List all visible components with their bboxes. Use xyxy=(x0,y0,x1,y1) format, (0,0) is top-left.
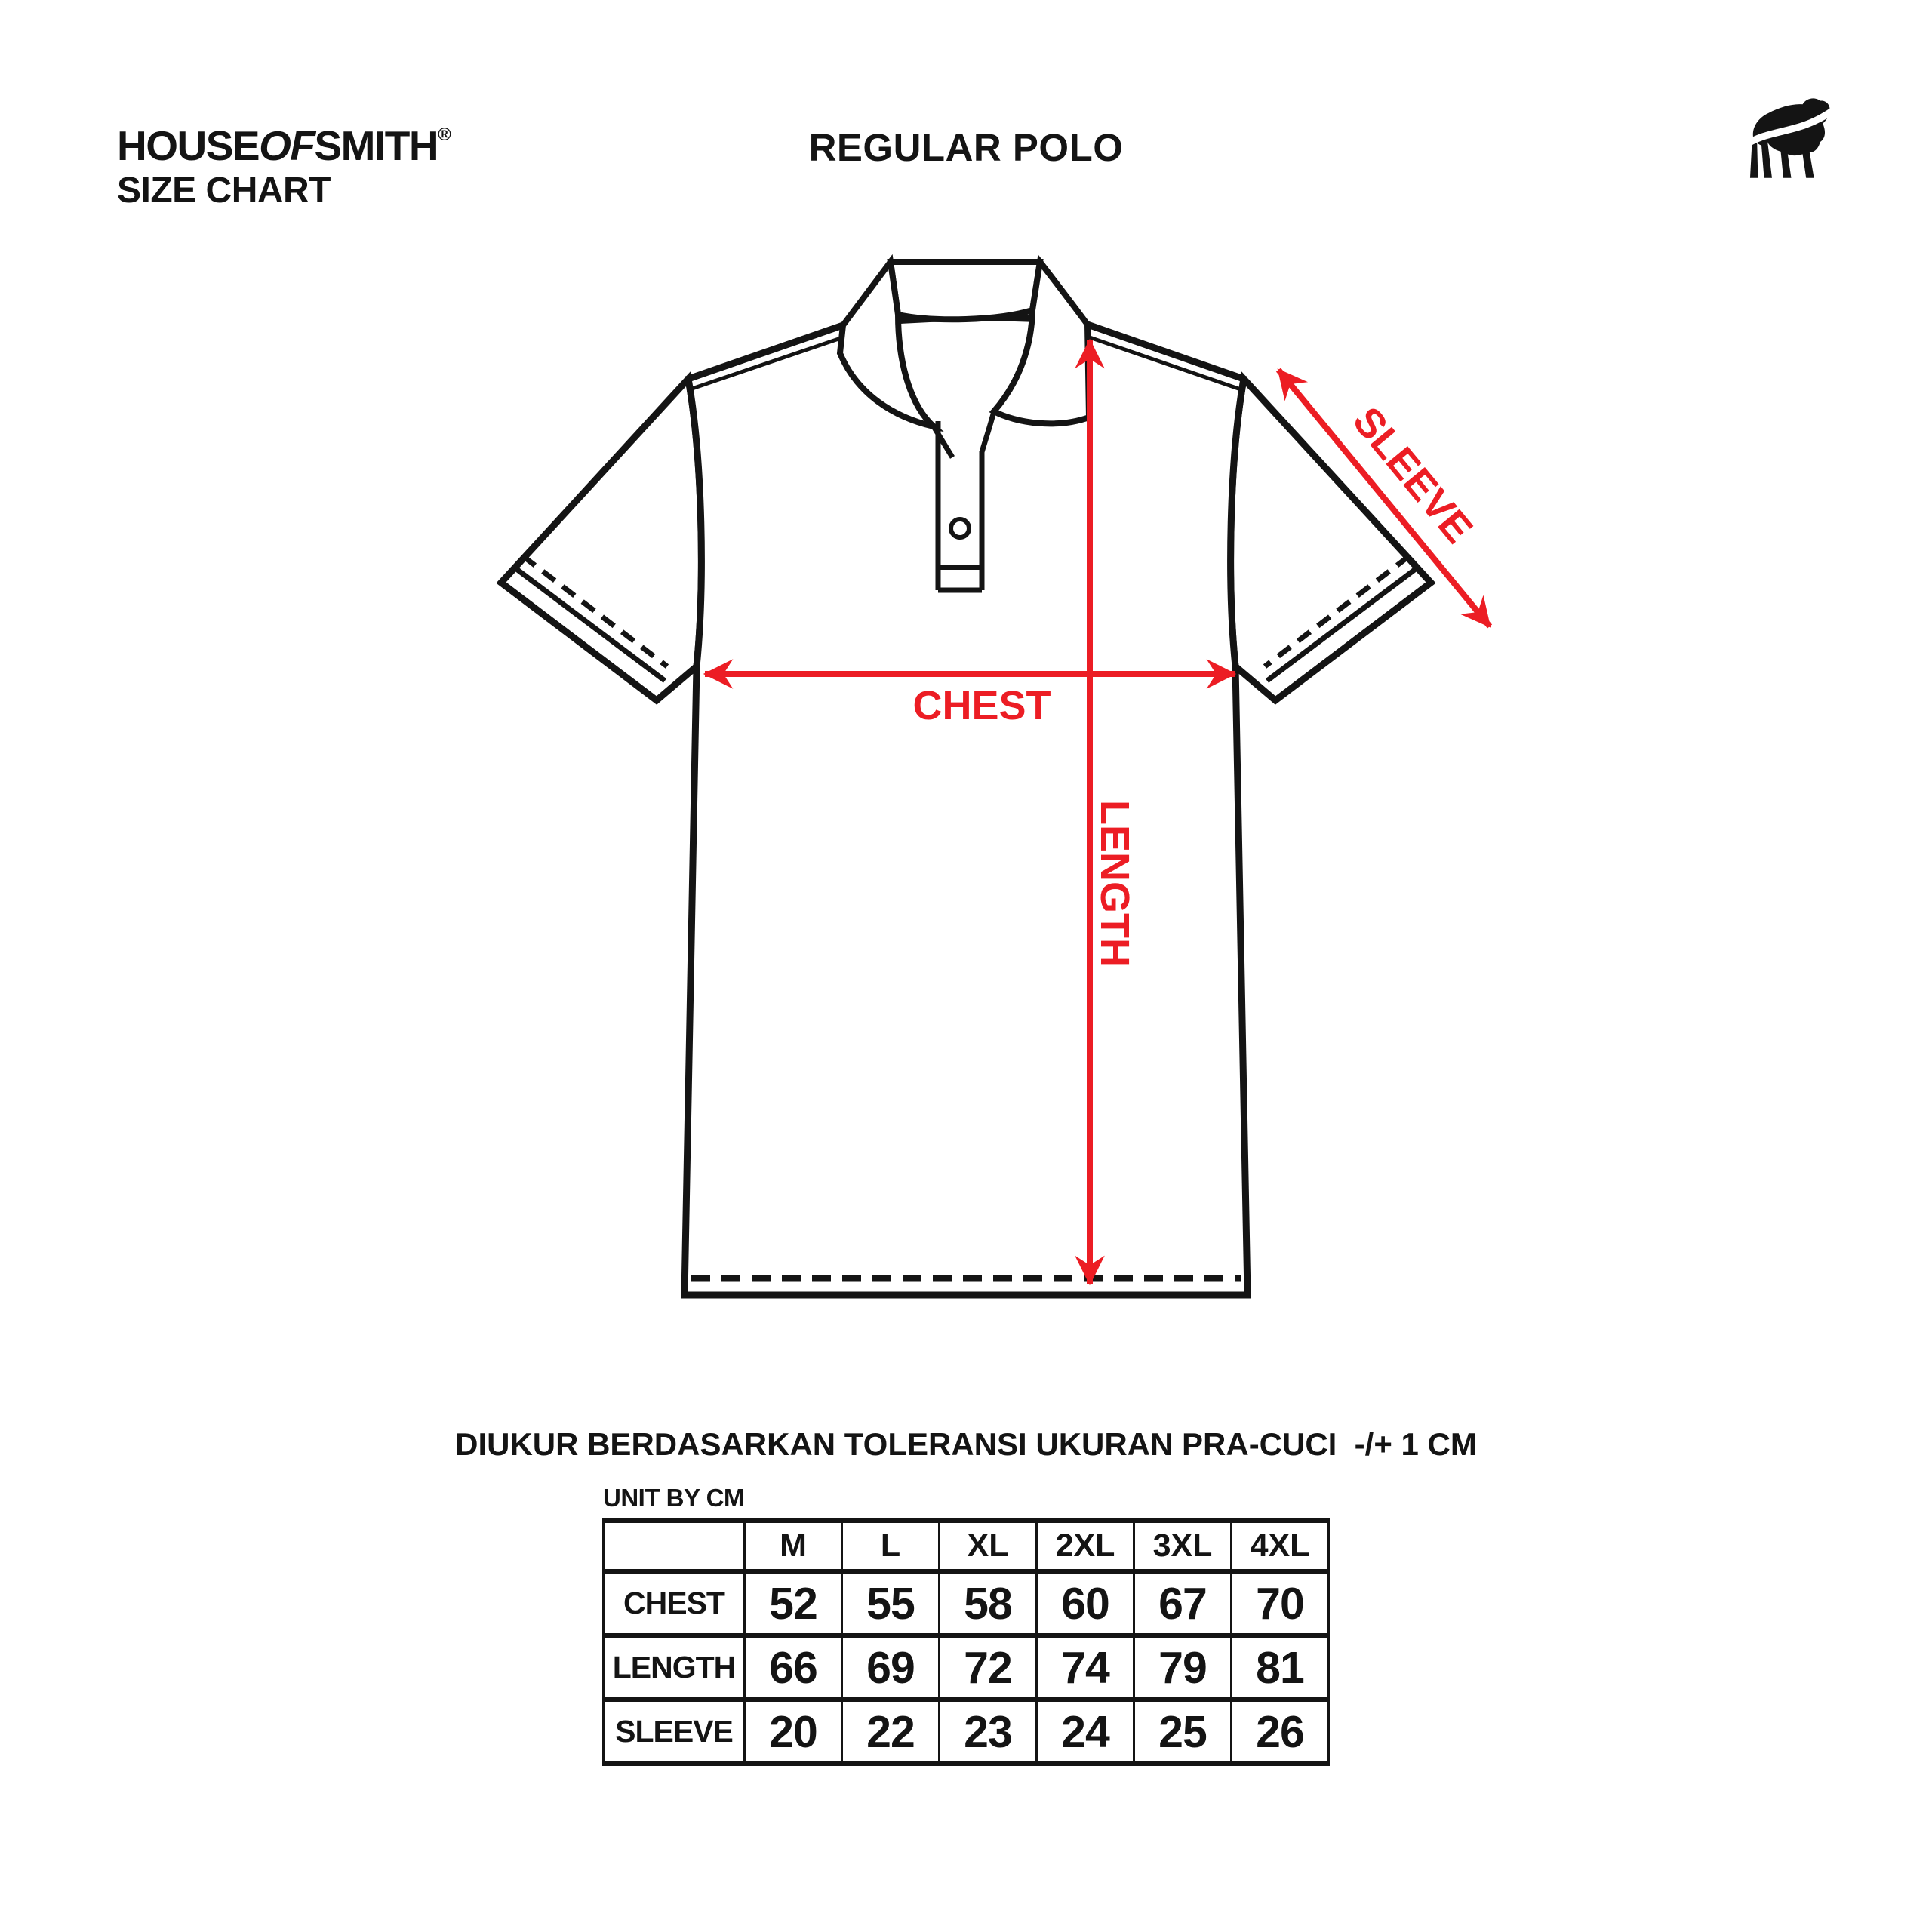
size-value-cell: 23 xyxy=(940,1700,1037,1764)
brand-part-smith: SMITH xyxy=(314,122,438,169)
size-table-header-row xyxy=(604,1521,1329,1571)
size-value-cell: 67 xyxy=(1134,1571,1232,1635)
unit-label: UNIT BY CM xyxy=(603,1484,744,1512)
size-row-label: LENGTH xyxy=(604,1635,745,1700)
chest-label: CHEST xyxy=(912,683,1051,728)
size-column-header: 4XL xyxy=(1232,1521,1329,1571)
size-value-cell: 74 xyxy=(1037,1635,1134,1700)
size-table xyxy=(602,1518,1330,1766)
size-value-cell: 60 xyxy=(1037,1571,1134,1635)
brand-part-of: OF xyxy=(259,122,315,169)
size-column-header: 3XL xyxy=(1134,1521,1232,1571)
registered-mark: ® xyxy=(438,125,451,145)
placket-button xyxy=(951,519,969,537)
size-value-cell: 52 xyxy=(745,1571,842,1635)
size-value-cell: 24 xyxy=(1037,1700,1134,1764)
left-sleeve xyxy=(501,379,701,700)
size-value-cell: 66 xyxy=(745,1635,842,1700)
size-value-cell: 81 xyxy=(1232,1635,1329,1700)
size-value-cell: 55 xyxy=(842,1571,940,1635)
size-row-label: CHEST xyxy=(604,1571,745,1635)
size-value-cell: 69 xyxy=(842,1635,940,1700)
size-column-header: L xyxy=(842,1521,940,1571)
size-table-row-length xyxy=(604,1635,1329,1700)
size-table-row-chest xyxy=(604,1571,1329,1635)
size-column-header: M xyxy=(745,1521,842,1571)
size-value-cell: 70 xyxy=(1232,1571,1329,1635)
size-value-cell: 26 xyxy=(1232,1700,1329,1764)
sleeve-label: SLEEVE xyxy=(1343,398,1481,552)
size-row-label: SLEEVE xyxy=(604,1700,745,1764)
collar-band xyxy=(891,262,1040,319)
length-label: LENGTH xyxy=(1092,800,1137,968)
size-value-cell: 58 xyxy=(940,1571,1037,1635)
size-column-header: XL xyxy=(940,1521,1037,1571)
size-table-row-sleeve xyxy=(604,1700,1329,1764)
size-table-corner-cell xyxy=(604,1521,745,1571)
size-value-cell: 20 xyxy=(745,1700,842,1764)
brand-part-house: HOUSE xyxy=(117,122,260,169)
size-value-cell: 72 xyxy=(940,1635,1037,1700)
size-value-cell: 25 xyxy=(1134,1700,1232,1764)
size-value-cell: 79 xyxy=(1134,1635,1232,1700)
size-value-cell: 22 xyxy=(842,1700,940,1764)
brand-subtitle: SIZE CHART xyxy=(117,171,331,211)
size-column-header: 2XL xyxy=(1037,1521,1134,1571)
tolerance-note: DIUKUR BERDASARKAN TOLERANSI UKURAN PRA-CUCI -/+ 1 CM xyxy=(455,1426,1477,1462)
product-title: REGULAR POLO xyxy=(808,126,1124,169)
